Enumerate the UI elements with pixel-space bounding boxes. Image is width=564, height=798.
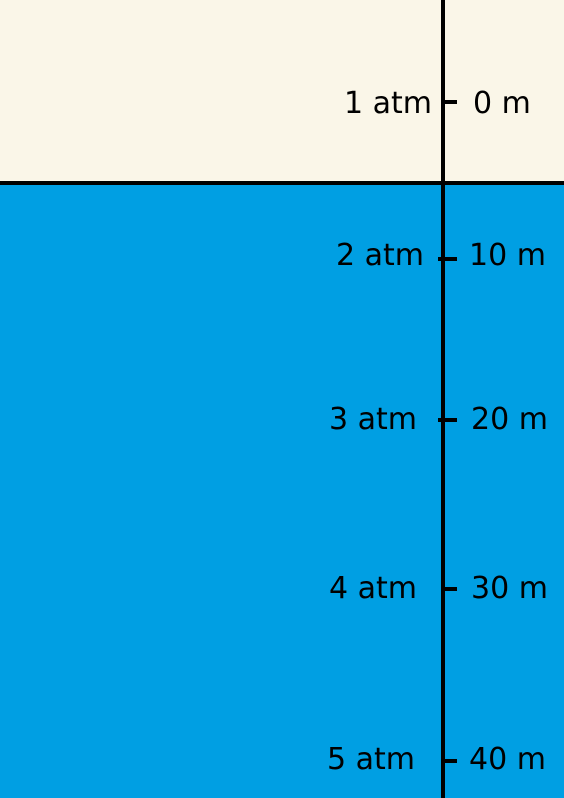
depth-label: 10 m [469,238,546,273]
depth-axis-line [441,0,445,798]
water-region [0,183,564,798]
depth-label: 20 m [471,402,548,437]
tick-2 [438,418,457,422]
tick-1 [438,257,457,261]
depth-label: 30 m [471,571,548,606]
depth-label: 40 m [469,742,546,777]
pressure-label: 4 atm [329,571,417,606]
tick-4 [445,759,457,763]
water-surface-line [0,181,564,185]
pressure-label: 2 atm [336,238,424,273]
tick-0 [445,100,457,104]
pressure-label: 3 atm [329,402,417,437]
pressure-label: 5 atm [327,742,415,777]
depth-label: 0 m [473,86,531,121]
pressure-label: 1 atm [344,86,432,121]
tick-3 [445,587,457,591]
